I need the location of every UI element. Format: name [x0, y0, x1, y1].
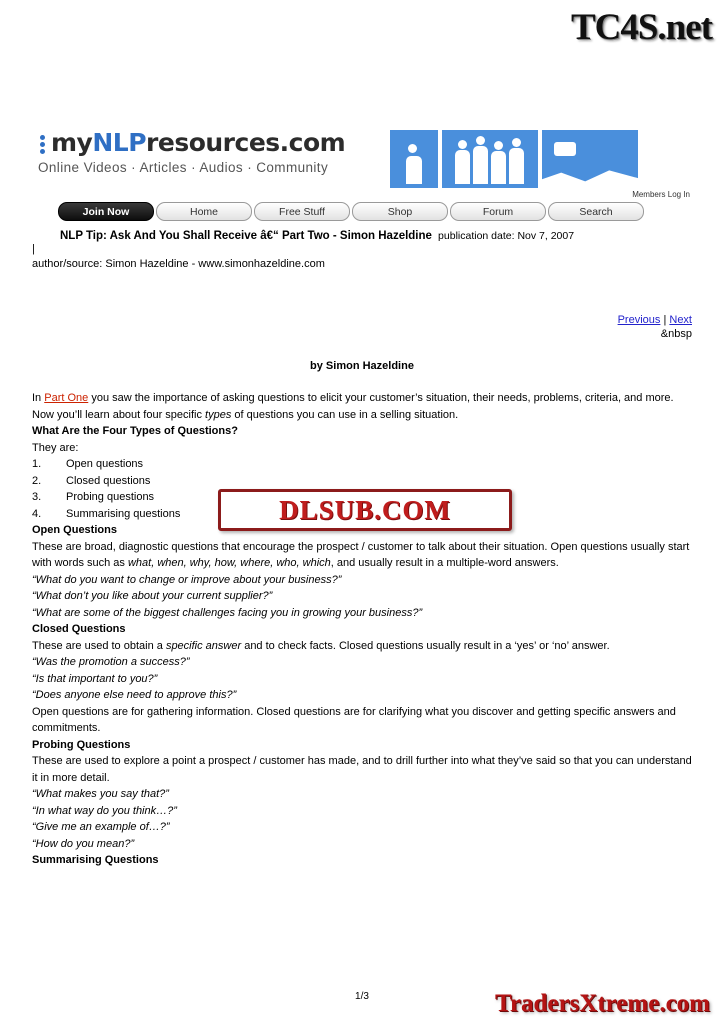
open-question-quote: “What are some of the biggest challenges facing you in growing your business?” — [32, 606, 423, 619]
banner-image-group-icon — [442, 130, 538, 188]
article-publication-date: publication date: Nov 7, 2007 — [438, 230, 575, 242]
list-item-label: Open questions — [66, 458, 144, 470]
list-item-number: 3. — [32, 491, 42, 503]
heading-open-questions: Open Questions — [32, 524, 117, 536]
banner-image-landscape-icon — [542, 130, 638, 188]
they-are-line: They are: — [32, 441, 79, 454]
site-nav — [32, 202, 692, 224]
intro-text-2: you saw the importance of asking questions to elicit your customer’s situation, their needs, problems, criteria, and more. Now you’ll learn about four specific — [32, 392, 674, 421]
open-question-quote: “What do you want to change or improve about your business?” — [32, 573, 342, 586]
watermark-center — [218, 489, 512, 531]
heading-closed-questions: Closed Questions — [32, 623, 126, 635]
logo-wordmark — [38, 128, 386, 157]
logo-prefix: my — [51, 128, 93, 157]
list-item-label: Summarising questions — [66, 507, 181, 520]
open-p1-b: , and usually result in a multiple-word answers. — [330, 557, 559, 569]
intro-text-1: In — [32, 392, 45, 404]
article-byline: by Simon Hazeldine — [310, 360, 414, 372]
nbsp-text: &nbsp — [660, 328, 692, 340]
intro-paragraph — [32, 390, 692, 423]
pager-separator: | — [663, 314, 667, 326]
article-title: NLP Tip: Ask And You Shall Receive â€“ Part Two - Simon Hazeldine — [60, 230, 432, 242]
site-logo[interactable] — [38, 128, 386, 175]
closed-p1-italic: specific answer — [165, 639, 242, 652]
list-item-label: Probing questions — [66, 491, 155, 503]
list-item-number: 2. — [32, 474, 42, 487]
closed-question-quote: “Was the promotion a success?” — [32, 656, 190, 668]
site-tagline: Online Videos · Articles · Audios · Community — [38, 160, 329, 175]
list-item-number: 4. — [32, 507, 42, 520]
article-header — [32, 230, 692, 242]
logo-suffix: resources.com — [146, 128, 346, 157]
intro-text-3: of questions you can use in a selling situation. — [231, 408, 459, 421]
page-number: 1/3 — [355, 991, 369, 1002]
heading-probing-questions: Probing Questions — [32, 738, 131, 751]
next-link[interactable]: Next — [669, 314, 692, 326]
watermark-bottom-right: TradersXtreme.com — [495, 990, 710, 1017]
heading-four-types: What Are the Four Types of Questions? — [32, 425, 238, 437]
nav-shop[interactable]: Shop — [352, 202, 448, 221]
open-question-quote: “What don’t you like about your current supplier?” — [32, 590, 273, 602]
nav-join-now[interactable]: Join Now — [58, 202, 154, 221]
article-pager — [32, 314, 692, 326]
site-banner — [32, 128, 692, 200]
heading-summarising-questions: Summarising Questions — [32, 854, 159, 866]
nav-forum[interactable]: Forum — [450, 202, 546, 221]
probing-question-quote: “What makes you say that?” — [32, 788, 169, 800]
members-login-link[interactable]: Members Log In — [632, 190, 690, 199]
probing-question-quote: “In what way do you think…?” — [32, 804, 177, 817]
watermark-top-right: TC4S.net — [570, 7, 712, 48]
probing-question-quote: “How do you mean?” — [32, 837, 135, 850]
nav-free-stuff[interactable]: Free Stuff — [254, 202, 350, 221]
list-item — [32, 473, 692, 490]
open-questions-paragraph — [32, 539, 692, 572]
list-item-number: 1. — [32, 458, 42, 470]
list-item-label: Closed questions — [66, 474, 151, 487]
nav-home[interactable]: Home — [156, 202, 252, 221]
article-author-source: author/source: Simon Hazeldine - www.simonhazeldine.com — [32, 258, 325, 270]
open-p1-a: These are broad, diagnostic questions that encourage the prospect / customer to talk about their situation. Open questions usually start with words such as — [32, 540, 690, 569]
intro-italic: types — [205, 408, 232, 421]
previous-link[interactable]: Previous — [617, 314, 661, 326]
part-one-link[interactable]: Part One — [44, 392, 89, 404]
article-pipe: | — [32, 243, 35, 255]
open-p1-italic: what, when, why, how, where, who, which — [127, 557, 331, 569]
closed-questions-paragraph — [32, 638, 692, 655]
nav-search[interactable]: Search — [548, 202, 644, 221]
article-body — [32, 390, 692, 869]
closed-p1-b: and to check facts. Closed questions usually result in a ‘yes’ or ‘no’ answer. — [241, 639, 610, 652]
closed-question-quote: “Is that important to you?” — [32, 672, 158, 685]
probing-question-quote: “Give me an example of…?” — [32, 821, 170, 833]
closed-p1-a: These are used to obtain a — [32, 639, 166, 652]
closed-question-quote: “Does anyone else need to approve this?” — [32, 689, 237, 701]
logo-mid: NLP — [92, 128, 147, 157]
banner-images — [390, 130, 638, 188]
closed-questions-summary: Open questions are for gathering information. Closed questions are for clarifying what you discover and getting specific answers and commitments. — [32, 705, 676, 734]
logo-dots-icon — [38, 132, 51, 154]
probing-questions-paragraph: These are used to explore a point a prospect / customer has made, and to drill further into what they’ve said so that you can understand it in more detail. — [32, 755, 692, 784]
banner-image-person-icon — [390, 130, 438, 188]
watermark-center-text: DLSUB.COM — [279, 494, 451, 525]
list-item — [32, 456, 692, 473]
